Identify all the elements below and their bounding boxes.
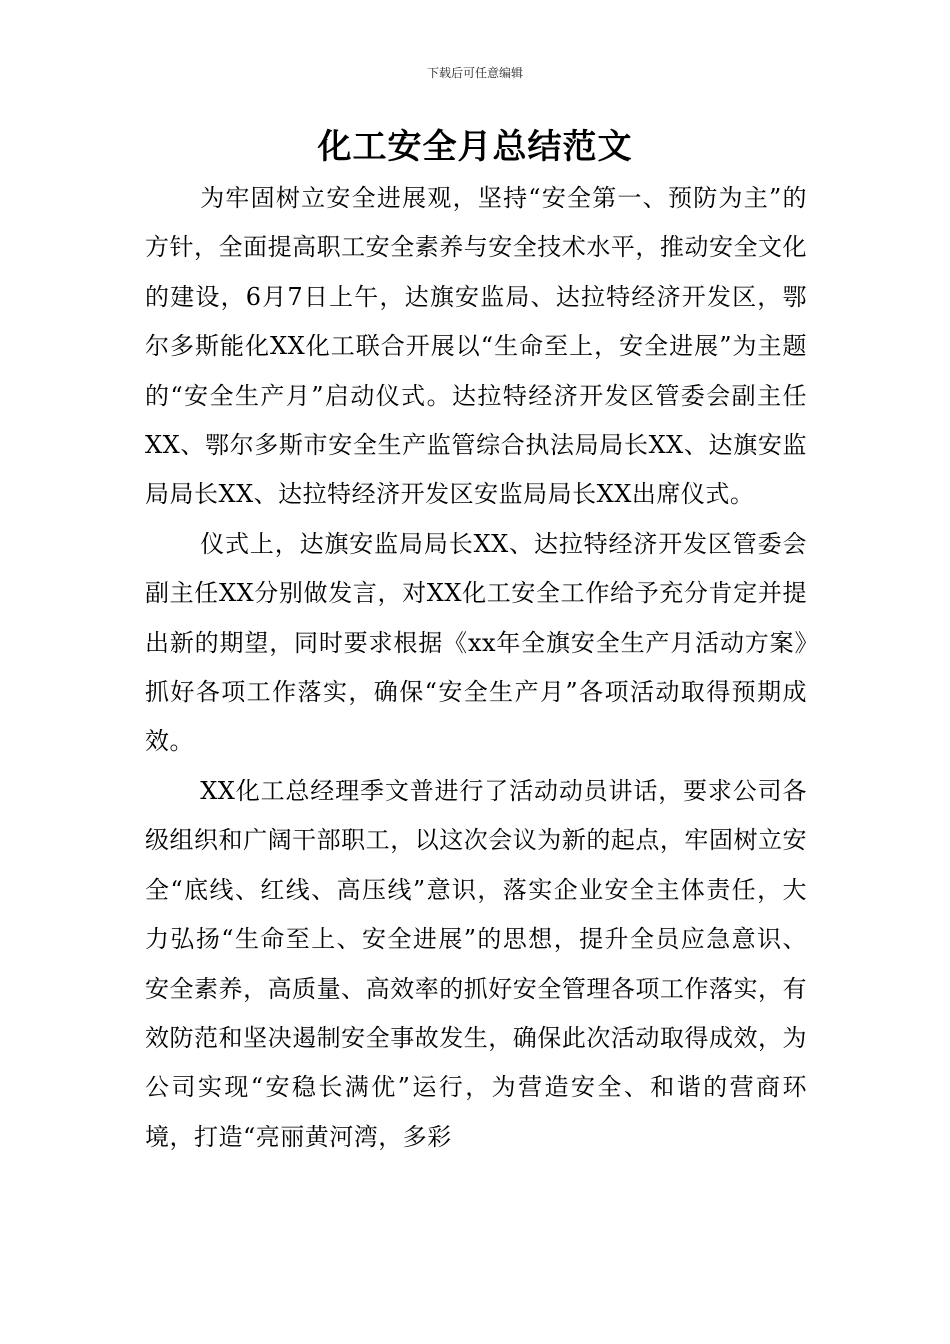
paragraph-3: XX化工总经理季文普进行了活动动员讲话，要求公司各级组织和广阔干部职工，以这次会议为新的起点，牢固树立安全“底线、红线、高压线”意识，落实企业安全主体责任，大力弘扬“生命至上、安全进展”的思想，提升全员应急意识、安全素养，高质量、高效率的抓好安全管理各项工作落实，有效防范和坚决遏制安全事故发生，确保此次活动取得成效，为公司实现“安稳长满优”运行，为营造安全、和谐的营商环境，打造“亮丽黄河湾，多彩	[145, 776, 807, 1151]
document-title: 化工安全月总结范文	[317, 127, 633, 167]
paragraph-1: 为牢固树立安全进展观，坚持“安全第一、预防为主”的方针，全面提高职工安全素养与安全技术水平，推动安全文化的建设，6月7日上午，达旗安监局、达拉特经济开发区，鄂尔多斯能化XX化工联合开展以“生命至上，安全进展”为主题的“安全生产月”启动仪式。达拉特经济开发区管委会副主任XX、鄂尔多斯市安全生产监管综合执法局局长XX、达旗安监局局长XX、达拉特经济开发区安监局局长XX出席仪式。	[145, 184, 807, 509]
page-header-note: 下载后可任意编辑	[426, 66, 523, 80]
document-body	[145, 174, 807, 1162]
paragraph-2: 仪式上，达旗安监局局长XX、达拉特经济开发区管委会副主任XX分别做发言，对XX化工安全工作给予充分肯定并提出新的期望，同时要求根据《xx年全旗安全生产月活动方案》抓好各项工作落实，确保“安全生产月”各项活动取得预期成效。	[145, 529, 807, 756]
